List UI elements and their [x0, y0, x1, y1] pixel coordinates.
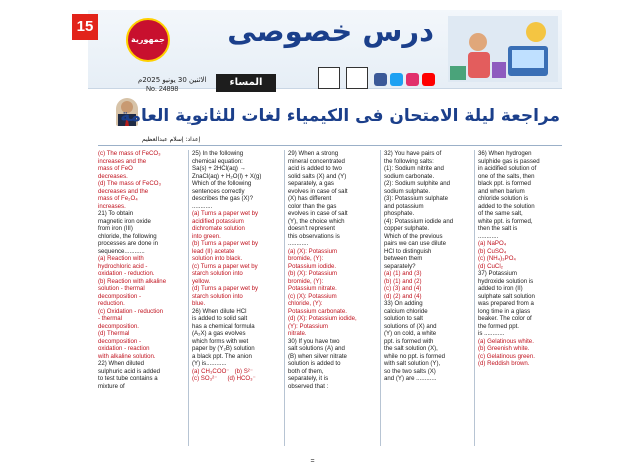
text-line: (c) (3) and (4): [384, 285, 422, 292]
text-line: was prepared from a: [478, 300, 534, 307]
column-1: [98, 150, 184, 446]
text-line: (2): Sodium sulphite and: [384, 180, 451, 187]
text-line: (d) CuCl₂: [478, 262, 504, 270]
footer-mark: =: [310, 458, 315, 465]
text-line: (b) CuSO₄: [478, 247, 507, 255]
text-line: (a) NaPO₄: [478, 240, 507, 247]
text-line: (d) (2) and (4): [384, 292, 422, 300]
text-line: 36) When hydrogen: [478, 150, 532, 157]
text-line: 37) Potassium: [478, 270, 517, 277]
text-line: (4): Potassium iodide and: [384, 217, 454, 225]
issue-number: No. 24898: [146, 86, 179, 93]
text-line: separately, a gas: [288, 180, 334, 187]
text-line: (A₂X) a gas evolves: [192, 330, 246, 337]
masthead-logo: المساء: [216, 74, 276, 92]
text-line: (c) The mass of FeCO₃: [98, 150, 161, 157]
text-line: 22) When diluted: [98, 360, 145, 367]
page-number: 15: [72, 14, 98, 40]
text-line: decreases and the: [98, 187, 149, 195]
text-line: this observations is: [288, 232, 340, 240]
column-divider: [188, 150, 189, 446]
section-title: درس خصوصى: [227, 14, 434, 48]
youtube-icon: [422, 73, 435, 86]
text-line: ............: [192, 202, 213, 210]
text-line: has a chemical formula: [192, 322, 255, 330]
column-divider: [474, 150, 475, 446]
text-line: yellow.: [192, 277, 211, 285]
text-line: chloride solution is: [478, 195, 529, 202]
text-line: (b) (1) and (2): [384, 277, 422, 285]
text-line: HCl to distinguish: [384, 247, 432, 255]
text-line: (d) Turns a paper wet by: [192, 285, 259, 292]
text-line: (c) Turns a paper wet by: [192, 262, 258, 270]
article-columns: [98, 150, 562, 446]
text-line: starch solution into: [192, 292, 243, 300]
text-line: with salt solution (Y),: [384, 360, 441, 367]
column-5: [478, 150, 562, 446]
text-line: a black ppt. The anion: [192, 352, 252, 360]
text-line: paper by (Y₂B) solution: [192, 345, 255, 352]
column-divider: [284, 150, 285, 446]
text-line: (d) Thermal: [98, 330, 130, 337]
text-line: into green.: [192, 232, 221, 240]
text-line: white ppt. is formed,: [478, 217, 533, 225]
text-line: sodium carbonate.: [384, 172, 435, 180]
text-line: evolves in case of salt: [288, 187, 348, 195]
text-line: 25) In the following: [192, 150, 244, 157]
text-line: (a) Turns a paper wet by: [192, 210, 259, 217]
text-line: bromide, (Y):: [288, 277, 324, 285]
text-line: solution is added to: [288, 360, 341, 367]
text-line: describes the gas (X)?: [192, 195, 253, 202]
text-line: (a) (1) and (3): [384, 270, 422, 277]
text-line: dichromate solution: [192, 225, 245, 232]
text-line: solid salts (X) and (Y): [288, 172, 347, 180]
text-line: chemical equation:: [192, 157, 243, 165]
divider: [98, 145, 562, 146]
newspaper-logo: جمهورية: [126, 18, 170, 62]
text-line: decomposition -: [98, 292, 142, 300]
text-line: black ppt. is formed: [478, 180, 531, 187]
text-line: then the salt is: [478, 225, 518, 232]
text-line: decomposition -: [98, 337, 142, 345]
text-line: calcium chloride: [384, 307, 428, 315]
text-line: copper sulphate.: [384, 225, 430, 232]
text-line: and (Y) are ............: [384, 375, 437, 382]
text-line: chloride, the following: [98, 232, 157, 240]
text-line: bromide, (Y):: [288, 255, 324, 262]
text-line: mass of Fe₂O₄: [98, 195, 138, 202]
text-line: which forms with wet: [192, 337, 249, 345]
text-line: (c) (X): Potassium: [288, 292, 337, 300]
text-line: pairs we can use dilute: [384, 240, 446, 247]
text-line: sentences correctly: [192, 187, 245, 195]
text-line: Potassium nitrate.: [288, 285, 337, 292]
text-line: color than the gas: [288, 202, 337, 210]
text-line: and potassium: [384, 202, 424, 210]
text-line: and when barium: [478, 187, 525, 195]
text-line: Which of the previous: [384, 232, 443, 240]
text-line: to test tube contains a: [98, 375, 158, 382]
text-line: (Y) on cold, a white: [384, 330, 437, 337]
text-line: both of them,: [288, 367, 324, 375]
qr-code-icon: [318, 67, 340, 89]
text-line: acidified potassium: [192, 217, 244, 225]
text-line: increases and the: [98, 157, 147, 165]
text-line: of the same salt,: [478, 210, 523, 217]
instagram-icon: [406, 73, 419, 86]
text-line: is ............: [478, 330, 505, 337]
text-line: 21) To obtain: [98, 210, 134, 217]
text-line: nitrate.: [288, 330, 307, 337]
text-line: (Y), the choice which: [288, 217, 345, 225]
text-line: 32) You have pairs of: [384, 150, 442, 157]
text-line: oxidation - reduction.: [98, 270, 155, 277]
text-line: starch solution into: [192, 270, 243, 277]
text-line: Potassium carbonate.: [288, 307, 347, 315]
text-line: 30) If you have two: [288, 337, 340, 345]
text-line: (a) (X): Potassium: [288, 247, 338, 255]
text-line: decreases.: [98, 172, 128, 180]
column-4: [384, 150, 470, 446]
text-line: the salt solution (X),: [384, 345, 438, 352]
text-line: phosphate.: [384, 210, 415, 217]
issue-date: الاثنين 30 يونيو 2025م: [138, 76, 207, 84]
text-line: (c) Oxidation - reduction: [98, 307, 164, 315]
column-divider: [380, 150, 381, 446]
text-line: one of the salts, then: [478, 172, 535, 180]
text-line: (a) CH₃COO⁻ (b) S²⁻: [192, 367, 254, 375]
text-line: chloride, (Y):: [288, 300, 323, 307]
students-illustration-icon: [448, 16, 558, 82]
qr-code-icon: [346, 67, 368, 89]
text-line: Potassium iodide.: [288, 262, 337, 270]
text-line: (b) (X): Potassium: [288, 270, 338, 277]
text-line: (X) has different: [288, 195, 332, 202]
text-line: hydrochloric acid -: [98, 262, 148, 270]
text-line: solution to salt: [384, 315, 423, 322]
text-line: mass of FeO: [98, 165, 133, 172]
text-line: sodium sulphate.: [384, 187, 431, 195]
text-line: decomposition.: [98, 322, 139, 330]
text-line: sulphide gas is passed: [478, 157, 540, 165]
text-line: (d) Reddish brown.: [478, 360, 530, 367]
text-line: (Y): Potassium: [288, 322, 328, 330]
text-line: separately, it is: [288, 375, 329, 382]
text-line: (c) Gelatinous green.: [478, 352, 535, 360]
text-line: - thermal: [98, 315, 123, 322]
text-line: (B) when silver nitrate: [288, 352, 347, 360]
text-line: (3): Potassium sulphate: [384, 195, 449, 202]
text-line: salt solutions (A) and: [288, 345, 345, 352]
text-line: with alkaline solution.: [98, 352, 156, 360]
text-line: (Y) is............: [192, 360, 227, 367]
text-line: added to the solution: [478, 202, 535, 210]
text-line: solution into black.: [192, 255, 243, 262]
text-line: mixture of: [98, 382, 125, 390]
text-line: the formed ppt.: [478, 322, 519, 330]
text-line: beaker. The color of: [478, 315, 532, 322]
text-line: from iron (III): [98, 225, 133, 232]
text-line: the following salts:: [384, 157, 434, 165]
text-line: processes are done in: [98, 240, 158, 247]
text-line: acid is added to two: [288, 165, 342, 172]
text-line: sulphate salt solution: [478, 292, 535, 300]
text-line: 29) When a strong: [288, 150, 339, 157]
text-line: (c) SO₃²⁻ (d) HCO₃⁻: [192, 375, 256, 382]
text-line: sequence............: [98, 247, 145, 255]
text-line: separately?: [384, 262, 416, 270]
text-line: observed that :: [288, 382, 329, 390]
text-line: evolves in case of salt: [288, 210, 348, 217]
text-line: (b) Turns a paper wet by: [192, 240, 259, 247]
text-line: solution - thermal: [98, 285, 145, 292]
text-line: (c) (NH₄)₃PO₄: [478, 255, 516, 262]
text-line: ............: [478, 232, 499, 240]
article-headline: مراجعة ليلة الامتحان فى الكيمياء لغات للثانوية العامة: [120, 106, 560, 126]
text-line: between them: [384, 255, 423, 262]
text-line: added to iron (II): [478, 285, 523, 292]
text-line: (1): Sodium nitrite and: [384, 165, 444, 172]
text-line: mineral concentrated: [288, 157, 345, 165]
text-line: sulphuric acid is added: [98, 367, 160, 375]
text-line: solutions of (X) and: [384, 322, 437, 330]
text-line: (a) Gelatinous white.: [478, 337, 534, 345]
text-line: Which of the following: [192, 180, 252, 187]
text-line: while no ppt. is formed: [384, 352, 445, 360]
text-line: (b) Reaction with alkaline: [98, 277, 167, 285]
column-3: [288, 150, 376, 446]
text-line: in acidified solution of: [478, 165, 537, 172]
text-line: ppt. is formed with: [384, 337, 434, 345]
text-line: oxidation - reaction: [98, 345, 150, 352]
text-line: (a) Reaction with: [98, 255, 144, 262]
text-line: reduction.: [98, 300, 125, 307]
text-line: magnetic iron oxide: [98, 217, 151, 225]
facebook-icon: [374, 73, 387, 86]
text-line: ............: [288, 240, 309, 247]
text-line: (b) Greenish white.: [478, 345, 530, 352]
text-line: lead (II) acetate: [192, 247, 235, 255]
text-line: ZnaCl(aq) + H₂O(l) + X(g): [192, 172, 262, 180]
author-name: إعداد: إسلام عبدالعظيم: [142, 136, 201, 143]
text-line: (d) The mass of FeCO₃: [98, 180, 161, 187]
text-line: blue.: [192, 300, 206, 307]
column-2: [192, 150, 280, 446]
text-line: 26) When dilute HCl: [192, 307, 247, 315]
twitter-icon: [390, 73, 403, 86]
text-line: 33) On adding: [384, 300, 423, 307]
text-line: so the two salts (X): [384, 367, 436, 375]
text-line: is added to solid salt: [192, 315, 248, 322]
text-line: doesn't represent: [288, 225, 335, 232]
text-line: long time in a glass: [478, 307, 531, 315]
text-line: increases.: [98, 202, 126, 210]
newspaper-page: [68, 10, 562, 448]
text-line: hydroxide solution is: [478, 277, 534, 285]
text-line: (d) (X): Potassium iodide,: [288, 315, 357, 322]
text-line: Sa(s) + 2HCl(aq) →: [192, 165, 246, 172]
